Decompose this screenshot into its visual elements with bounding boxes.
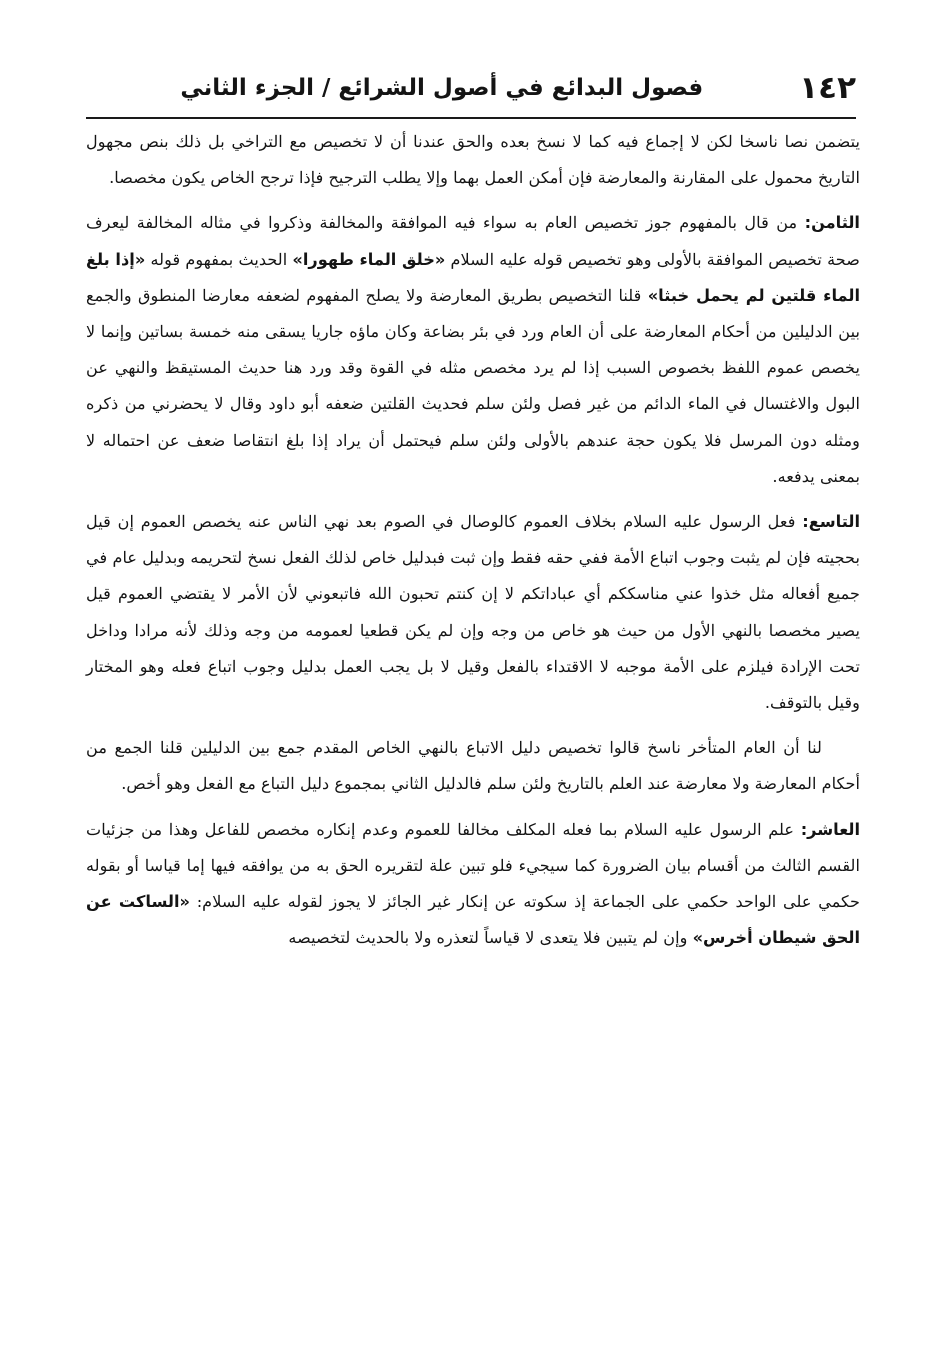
paragraph-text: علم الرسول عليه السلام بما فعله المكلف مخالفا للعموم وعدم إنكاره مخصص للفاعل وهذا من جزئيات القسم الثالث من أقسام بيان الضرورة كما سيجيء فلو تبين علة لتقريره الحق به من يوافقه فيها إما قياسا أو بقوله حكمي على الواحد حكمي على الجماعة إذ سكوته عن إنكار غير الجائز لا يجوز لقوله عليه السلام: <box>86 819 860 912</box>
page-header <box>86 62 856 114</box>
paragraph-eighth <box>86 205 860 495</box>
section-label-ninth: التاسع: <box>802 512 860 532</box>
paragraph-text: فعل الرسول عليه السلام بخلاف العموم كالوصال في الصوم بعد نهي الناس عنه يخصص العموم إن قيل بحجيته فإن لم يثبت وجوب اتباع الأمة ففي حقه فقط وإن ثبت فبدليل خاص لذلك الفعل نسخ لتحريمه وبدليل عام في جميع أفعاله مثل خذوا عني مناسككم أي عباداتكم لا إن كنتم تحبون الله فاتبعوني لأن الأمر لا يقتضي العموم قيل يصير مخصصا بالنهي الأول من حيث هو خاص من وجه وإن لم يكن قطعيا لعمومه من وجه وذلك لأنه مرادا وداخل تحت الإرادة فيلزم على الأمة موجبه لا الاقتداء بالفعل وقيل لا بل يجب العمل بدليل وجوب اتباع فعله وهو المختار وقيل بالتوقف. <box>86 512 860 713</box>
page-body <box>86 124 860 1350</box>
paragraph-text: الحديث بمفهوم قوله <box>145 249 293 269</box>
paragraph-rebuttal <box>86 730 860 802</box>
hadith-quote: «الساكت عن الحق شيطان أخرس» <box>86 892 860 948</box>
running-title: فصول البدائع في أصول الشرائع / الجزء الثاني <box>180 75 704 101</box>
paragraph-text: يتضمن نصا ناسخا لكن لا إجماع فيه كما لا نسخ بعده والحق عندنا أن لا تخصيص مع التراخي بل ذلك بنص مجهول التاريخ محمول على المقارنة والمعارضة فإن أمكن العمل بهما وإلا يطلب الترجيح فإذا ترجح الخاص يكون مخصصا. <box>86 132 860 188</box>
section-label-tenth: العاشر: <box>800 819 860 839</box>
page-number: ١٤٢ <box>799 70 856 106</box>
paragraph-text: قلنا التخصيص بطريق المعارضة ولا يصلح المفهوم لضعفه معارضا المنطوق والجمع بين الدليلين من أحكام المعارضة على أن العام ورد في بئر بضاعة وكان ماؤه جاريا يسقى منه خمسة بساتين وإنما لا يخصص عموم اللفظ بخصوص السبب إذا لم يرد مخصص مثله في القوة وقد ورد هنا حديث المستيقظ والنهي عن البول والاغتسال في الماء الدائم من غير فصل ولئن سلم فحديث القلتين ضعفه أبو داود وقال لا يحضرني من ذكره ومثله دون المرسل فلا يكون حجة عندهم بالأولى ولئن سلم فيحتمل أن يراد إذا بلغ انتقاصا ضعف عن احتماله لا بمعنى يدفعه. <box>86 285 860 486</box>
paragraph-text: لنا أن العام المتأخر ناسخ قالوا تخصيص دليل الاتباع بالنهي الخاص المقدم جمع بين الدليلين قلنا الجمع من أحكام المعارضة ولا معارضة عند العلم بالتاريخ ولئن سلم فالدليل الثاني بمجموع دليل التباع مع الفعل وهو أخص. <box>86 738 860 794</box>
section-label-eighth: الثامن: <box>804 213 860 233</box>
paragraph-text: وإن لم يتبين فلا يتعدى لا قياساً لتعذره ولا بالحديث لتخصيصه <box>288 928 693 948</box>
hadith-quote: «إذا بلغ الماء قلتين لم يحمل خبثا» <box>86 249 860 305</box>
header-rule <box>86 117 856 119</box>
hadith-quote: «خلق الماء طهورا» <box>292 249 446 269</box>
paragraph-intro <box>86 124 860 196</box>
paragraph-text: من قال بالمفهوم جوز تخصيص العام به سواء فيه الموافقة والمخالفة وذكروا في مثاله المخالفة ليعرف صحة تخصيص الموافقة بالأولى وهو تخصيص قوله عليه السلام <box>86 213 860 269</box>
paragraph-ninth <box>86 504 860 721</box>
paragraph-tenth <box>86 812 860 957</box>
